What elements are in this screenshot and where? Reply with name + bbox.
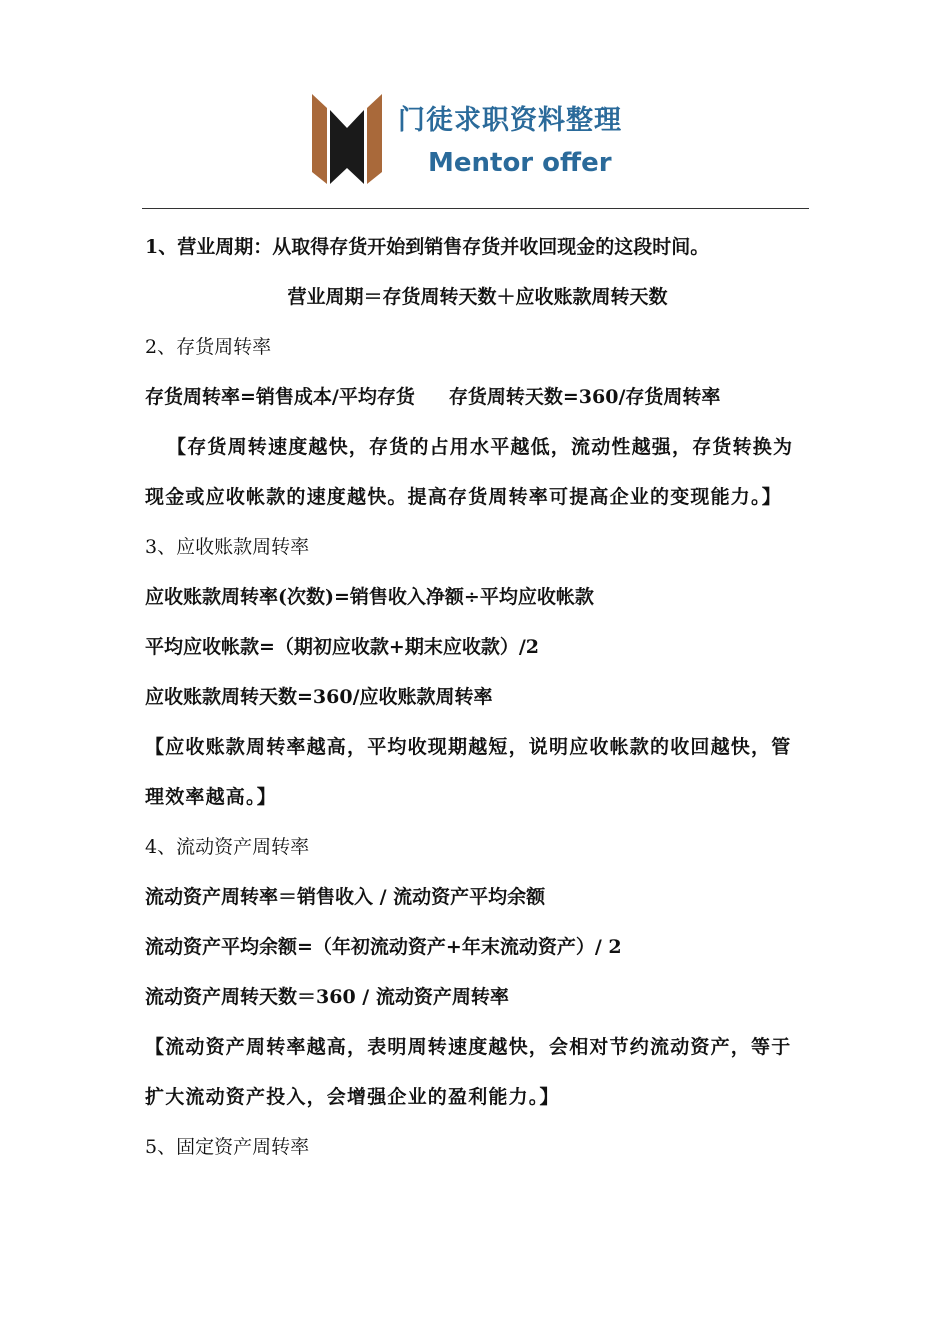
mentor-logo-mark (312, 88, 382, 184)
receivables-days-formula: 应收账款周转天数=360/应收账款周转率 (145, 686, 493, 708)
average-receivables-formula: 平均应收帐款=（期初应收款+期末应收款）/2 (145, 636, 540, 658)
section-1-heading: 1、营业周期：从取得存货开始到销售存货并收回现金的这段时间。 (145, 236, 710, 258)
section-4-heading: 4、流动资产周转率 (145, 836, 310, 858)
current-assets-turnover-formula: 流动资产周转率＝销售收入 / 流动资产平均余额 (145, 886, 546, 908)
section-3-note: 【应收账款周转率越高，平均收现期越短，说明应收帐款的收回越快，管理效率越高。】 (145, 736, 792, 808)
section-4-note: 【流动资产周转率越高，表明周转速度越快，会相对节约流动资产，等于扩大流动资产投入，会增强企业的盈利能力。】 (145, 1036, 792, 1108)
section-1-formula: 营业周期＝存货周转天数＋应收账款周转天数 (287, 286, 668, 308)
current-assets-days-formula: 流动资产周转天数＝360 / 流动资产周转率 (145, 986, 509, 1008)
receivables-turnover-formula: 应收账款周转率(次数)=销售收入净额÷平均应收帐款 (145, 586, 594, 608)
section-2-formulas (145, 372, 810, 422)
page-header (0, 88, 950, 188)
inventory-turnover-formula: 存货周转率=销售成本/平均存货 (145, 386, 415, 408)
inventory-days-formula: 存货周转天数=360/存货周转率 (448, 386, 721, 408)
section-5-heading: 5、固定资产周转率 (145, 1136, 310, 1158)
section-2-note: 【存货周转速度越快，存货的占用水平越低，流动性越强，存货转换为现金或应收帐款的速度越快。提高存货周转率可提高企业的变现能力。】 (145, 436, 794, 508)
section-3-heading: 3、应收账款周转率 (145, 536, 310, 558)
average-current-assets-formula: 流动资产平均余额=（年初流动资产+年末流动资产）/ 2 (145, 936, 622, 958)
logo-name-cn: 门徒求职资料整理 (398, 105, 622, 136)
header-divider (142, 208, 809, 209)
section-2-heading: 2、存货周转率 (145, 336, 272, 358)
logo-name-en: Mentor offer (428, 148, 612, 178)
document-body (145, 222, 810, 1172)
